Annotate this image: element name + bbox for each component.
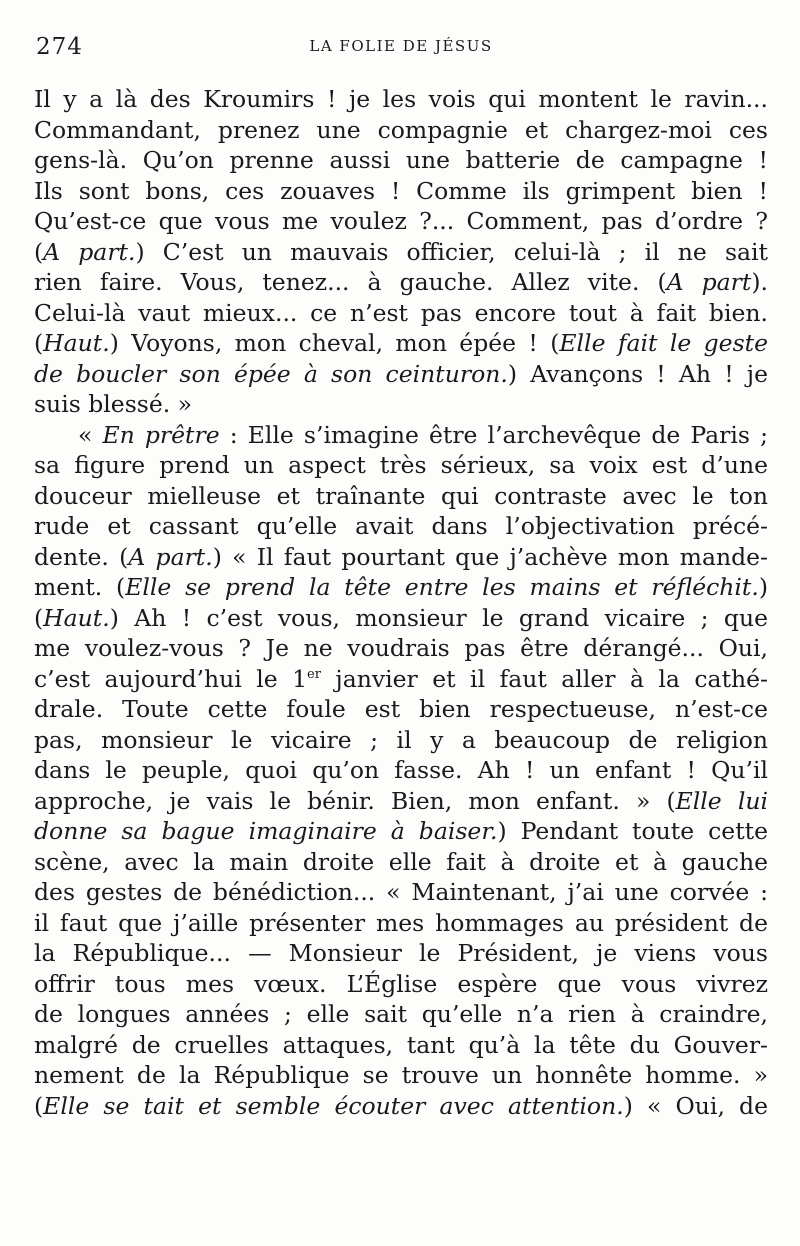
- running-head: [36, 34, 766, 64]
- running-title: LA FOLIE DE JÉSUS: [309, 37, 493, 55]
- italic-text: A part: [666, 268, 752, 296]
- text-line: [34, 999, 768, 1030]
- text-segment: douceur mielleuse et traînante qui contraste avec le ton: [34, 481, 768, 510]
- text-line: [34, 847, 768, 878]
- text-segment: Il y a là des Kroumirs ! je les vois qui montent le ravin...: [34, 85, 768, 113]
- text-segment: me voulez-vous ? Je ne voudrais pas être dérangé... Oui,: [34, 634, 768, 662]
- text-segment: suis blessé. »: [34, 390, 193, 418]
- italic-text: donne sa bague imaginaire à baiser.: [34, 817, 498, 845]
- italic-text: de boucler son épée à son ceinturon.: [34, 359, 508, 388]
- text-line: [34, 84, 768, 115]
- italic-text: Elle se tait et semble écouter avec attention.: [43, 1091, 624, 1120]
- text-segment: scène, avec la main droite elle fait à droite et à gauche: [34, 847, 768, 876]
- text-line: [34, 115, 768, 146]
- text-line: [34, 572, 768, 603]
- text-segment: ) Avançons ! Ah ! je: [507, 359, 768, 388]
- text-segment: ) « Oui, de: [623, 1091, 768, 1120]
- text-line: [34, 969, 768, 1000]
- text-line: [34, 664, 768, 695]
- text-line: [34, 145, 768, 176]
- text-line: [34, 328, 768, 359]
- text-line: [34, 755, 768, 786]
- text-line: [34, 908, 768, 939]
- text-segment: drale. Toute cette foule est bien respectueuse, n’est-ce: [34, 695, 768, 723]
- text-segment: ) C’est un mauvais officier, celui-là ; il ne sait: [135, 237, 768, 266]
- text-line: [34, 877, 768, 908]
- italic-text: Haut.: [43, 603, 110, 632]
- page-number: 274: [36, 34, 83, 60]
- text-segment: (: [34, 603, 44, 632]
- text-segment: ) Pendant toute cette: [497, 817, 768, 845]
- text-segment: Celui-là vaut mieux... ce n’est pas encore tout à fait bien.: [34, 298, 768, 327]
- italic-text: En prêtre: [102, 420, 220, 449]
- text-line: [34, 237, 768, 268]
- text-line: [34, 206, 768, 237]
- text-segment: il faut que j’aille présenter mes hommages au président de: [34, 908, 768, 937]
- text-line: [34, 267, 768, 298]
- text-segment: ment. (: [34, 573, 126, 601]
- italic-text: A part.: [128, 542, 213, 571]
- text-line: [34, 450, 768, 481]
- text-segment: offrir tous mes vœux. L’Église espère que vous vivrez: [34, 969, 768, 998]
- text-line: [34, 1030, 768, 1061]
- text-line: [34, 603, 768, 634]
- text-line: [34, 420, 768, 451]
- text-line: [34, 542, 768, 573]
- text-segment: rien faire. Vous, tenez... à gauche. Allez vite. (: [34, 268, 667, 296]
- text-segment: dans le peuple, quoi qu’on fasse. Ah ! un enfant ! Qu’il: [34, 756, 768, 784]
- text-segment: Commandant, prenez une compagnie et chargez-moi ces: [34, 115, 768, 144]
- text-segment: gens-là. Qu’on prenne aussi une batterie de campagne !: [34, 146, 768, 174]
- text-line: [34, 1060, 768, 1091]
- italic-text: Elle fait le geste: [559, 329, 768, 357]
- text-segment: ) Voyons, mon cheval, mon épée ! (: [109, 329, 560, 357]
- text-segment: «: [78, 420, 103, 449]
- text-line: [34, 1091, 768, 1122]
- text-segment: pas, monsieur le vicaire ; il y a beaucoup de religion: [34, 725, 768, 754]
- text-line: [34, 633, 768, 664]
- text-segment: nement de la République se trouve un honnête homme. »: [34, 1061, 768, 1089]
- text-segment: Qu’est-ce que vous me voulez ?... Comment, pas d’ordre ?: [34, 207, 768, 235]
- text-segment: dente. (: [34, 542, 129, 571]
- text-segment: rude et cassant qu’elle avait dans l’objectivation précé-: [34, 512, 768, 540]
- text-line: [34, 511, 768, 542]
- text-segment: (: [34, 237, 44, 266]
- superscript: er: [307, 666, 321, 682]
- text-line: [34, 694, 768, 725]
- text-segment: sa figure prend un aspect très sérieux, sa voix est d’une: [34, 451, 768, 479]
- text-segment: approche, je vais le bénir. Bien, mon enfant. » (: [34, 786, 676, 815]
- text-segment: (: [34, 1091, 44, 1120]
- text-segment: ).: [751, 268, 768, 296]
- text-line: [34, 938, 768, 969]
- body-text: [34, 84, 768, 1121]
- text-line: [34, 176, 768, 207]
- text-line: [34, 786, 768, 817]
- text-segment: ) « Il faut pourtant que j’achève mon mande-: [212, 542, 768, 571]
- italic-text: Haut.: [43, 329, 110, 357]
- text-segment: la République... — Monsieur le Président, je viens vous: [34, 939, 768, 967]
- text-line: [34, 389, 768, 420]
- text-segment: de longues années ; elle sait qu’elle n’a rien à craindre,: [34, 1000, 768, 1028]
- text-segment: malgré de cruelles attaques, tant qu’à la tête du Gouver-: [34, 1030, 768, 1059]
- text-segment: ) Ah ! c’est vous, monsieur le grand vicaire ; que: [109, 603, 768, 632]
- text-segment: (: [34, 329, 44, 357]
- italic-text: A part.: [43, 237, 136, 266]
- text-line: [34, 725, 768, 756]
- italic-text: Elle se prend la tête entre les mains et réfléchit.: [125, 573, 759, 601]
- text-segment: c’est aujourd’hui le 1: [34, 664, 308, 693]
- text-segment: Ils sont bons, ces zouaves ! Comme ils grimpent bien !: [34, 176, 768, 205]
- text-line: [34, 359, 768, 390]
- text-line: [34, 816, 768, 847]
- text-segment: janvier et il faut aller à la cathé-: [320, 664, 768, 693]
- text-segment: des gestes de bénédiction... « Maintenant, j’ai une corvée :: [34, 878, 768, 906]
- text-segment: ): [758, 573, 768, 601]
- text-segment: : Elle s’imagine être l’archevêque de Paris ;: [219, 420, 768, 449]
- text-line: [34, 298, 768, 329]
- italic-text: Elle lui: [675, 786, 768, 815]
- text-line: [34, 481, 768, 512]
